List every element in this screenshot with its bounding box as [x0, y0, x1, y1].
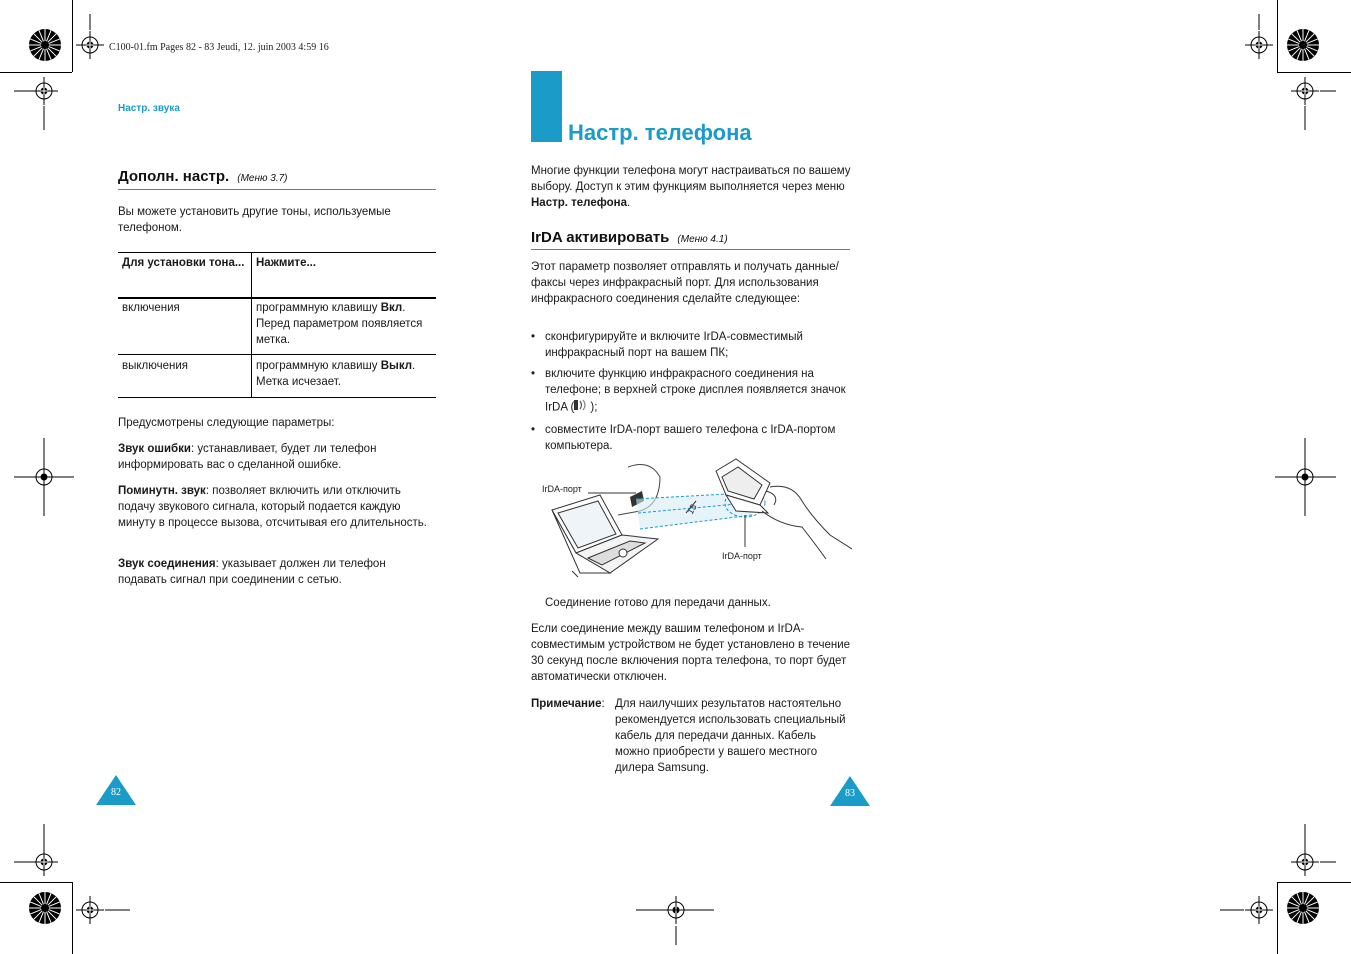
section-divider [531, 249, 850, 250]
table-cell-setting-on: включения [122, 302, 180, 314]
param-minute-minder: Поминутн. звук: позволяет включить или отключить подачу звукового сигнала, который подается каждую минуту в процессе вызова, отсчитывая его длительность. [118, 485, 427, 529]
file-info-header: C100-01.fm Pages 82 - 83 Jeudi, 12. juin 2003 4:59 16 [109, 42, 329, 53]
figure-label-phone-port: IrDA-порт [722, 551, 762, 561]
irda-icon [574, 398, 590, 417]
param-error-sound: Звук ошибки: устанавливает, будет ли телефон информировать вас о сделанной ошибке. [118, 443, 377, 471]
irda-illustration [540, 455, 852, 585]
irda-intro: Этот параметр позволяет отправлять и получать данные/факсы через инфракрасный порт. Для использования инфракрасного соединения сделайте следующее: [531, 261, 839, 305]
param-connect-tone: Звук соединения: указывает должен ли телефон подавать сигнал при соединении с сетью. [118, 558, 386, 586]
list-item: • совместите IrDA-порт вашего телефона с IrDA-портом компьютера. [531, 422, 851, 454]
page-number-right: 83 [830, 776, 870, 806]
params-intro: Предусмотрены следующие параметры: [118, 417, 335, 429]
page-number-left: 82 [96, 775, 136, 805]
section-title-text: IrDA активировать [531, 229, 670, 246]
svg-text:15: 15 [685, 502, 699, 516]
running-head: Настр. звука [118, 103, 180, 114]
list-item: • включите функцию инфракрасного соединения на телефоне; в верхней строке дисплея появляется значок IrDA ( ); [531, 366, 851, 417]
table-cell-action-off: программную клавишу Выкл. Метка исчезает. [256, 360, 416, 388]
table-header-action: Нажмите... [256, 257, 317, 269]
section-title-extra-settings [118, 168, 288, 185]
table-header-setting: Для установки тона... [122, 257, 245, 269]
section-title-irda [531, 229, 728, 246]
laptop-phone-illustration [540, 455, 852, 585]
irda-steps-list [531, 329, 851, 459]
page-title: Настр. телефона [568, 120, 752, 145]
page-intro: Многие функции телефона могут настраиваться по вашему выбору. Доступ к этим функциям выполняется через меню Настр. телефона. [531, 165, 851, 209]
note-label: Примечание: [531, 698, 605, 710]
figure-label-pc-port: IrDA-порт [542, 484, 582, 494]
section-intro: Вы можете установить другие тоны, используемые телефоном. [118, 206, 391, 234]
title-accent-block [531, 71, 562, 142]
menu-reference: (Меню 3.7) [237, 173, 288, 184]
note-text: Для наилучших результатов настоятельно рекомендуется использовать специальный кабель для передачи данных. Кабель можно приобрести у вашего местного дилера Samsung. [615, 698, 846, 774]
section-divider [118, 189, 436, 190]
menu-reference: (Меню 4.1) [677, 234, 728, 245]
table-cell-setting-off: выключения [122, 360, 189, 372]
connection-ready-text: Соединение готово для передачи данных. [545, 597, 771, 609]
section-title-text: Дополн. настр. [118, 168, 230, 185]
timeout-paragraph: Если соединение между вашим телефоном и IrDA-совместимым устройством не будет установлено в течение 30 секунд после включения порта телефона, то порт будет автоматически отключен. [531, 623, 851, 683]
table-cell-action-on: программную клавишу Вкл. Перед параметром появляется метка. [256, 302, 423, 346]
list-item: • сконфигурируйте и включите IrDA-совместимый инфракрасный порт на вашем ПК; [531, 329, 851, 361]
